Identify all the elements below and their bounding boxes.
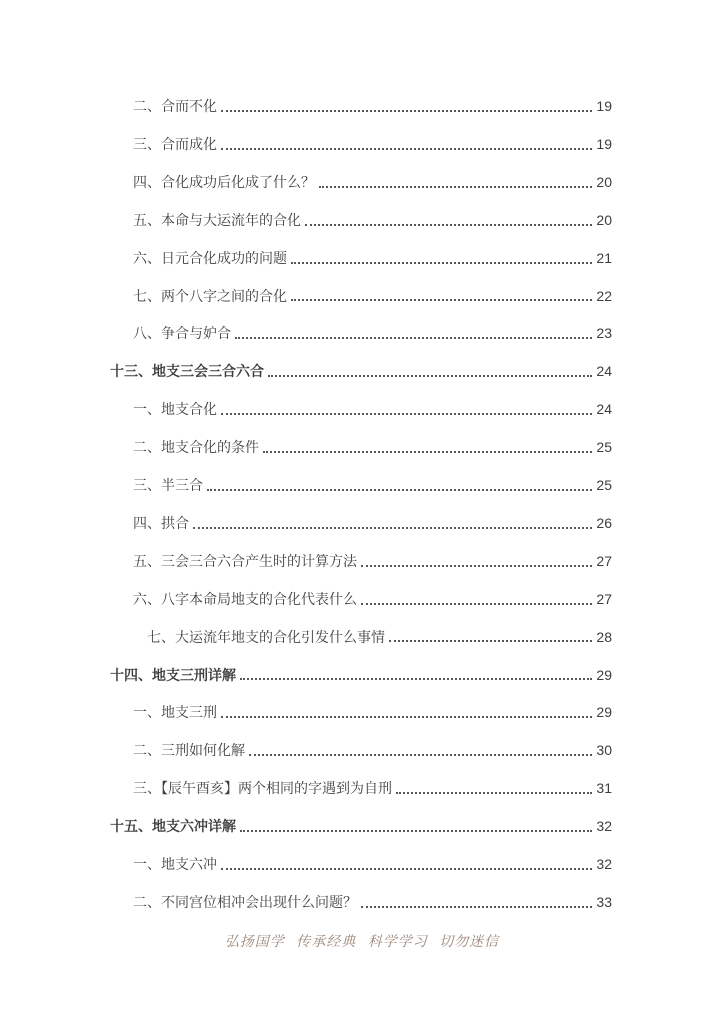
dot-leader bbox=[361, 565, 592, 567]
toc-entry-label: 六、日元合化成功的问题 bbox=[133, 249, 287, 266]
toc-row bbox=[0, 88, 724, 126]
dot-leader bbox=[291, 299, 592, 301]
toc-page-number: 28 bbox=[596, 628, 612, 645]
toc-page-number: 29 bbox=[596, 666, 612, 683]
dot-leader bbox=[249, 754, 592, 756]
toc-entry-label: 四、拱合 bbox=[133, 514, 189, 531]
dot-leader bbox=[361, 603, 592, 605]
toc-entry-label: 四、合化成功后化成了什么？ bbox=[133, 173, 315, 190]
toc-row bbox=[0, 505, 724, 543]
toc-row bbox=[0, 808, 724, 846]
toc-entry-label: 一、地支三刑 bbox=[133, 704, 217, 721]
toc-row bbox=[0, 770, 724, 808]
toc-row bbox=[0, 581, 724, 619]
toc-page-number: 31 bbox=[596, 780, 612, 797]
dot-leader bbox=[193, 527, 592, 529]
toc-row bbox=[0, 467, 724, 505]
dot-leader bbox=[221, 148, 592, 150]
toc-page-number: 22 bbox=[596, 287, 612, 304]
toc-row bbox=[0, 732, 724, 770]
toc-page-number: 19 bbox=[596, 98, 612, 115]
dot-leader bbox=[221, 716, 592, 718]
toc-row bbox=[0, 126, 724, 164]
dot-leader bbox=[361, 906, 592, 908]
dot-leader bbox=[268, 375, 592, 377]
dot-leader bbox=[396, 792, 592, 794]
toc-row bbox=[0, 429, 724, 467]
dot-leader bbox=[207, 489, 592, 491]
toc-entry-label: 三、合而成化 bbox=[133, 136, 217, 153]
toc-row bbox=[0, 884, 724, 922]
page-footer bbox=[0, 931, 724, 951]
toc-page-number: 19 bbox=[596, 136, 612, 153]
toc-page-number: 25 bbox=[596, 477, 612, 494]
toc-page-number: 32 bbox=[596, 855, 612, 872]
dot-leader bbox=[240, 830, 592, 832]
toc-entry-label: 十四、地支三刑详解 bbox=[110, 666, 236, 683]
toc-page-number: 25 bbox=[596, 439, 612, 456]
dot-leader bbox=[389, 640, 592, 642]
toc-page-number: 20 bbox=[596, 173, 612, 190]
toc-row bbox=[0, 846, 724, 884]
dot-leader bbox=[305, 224, 592, 226]
toc-row bbox=[0, 353, 724, 391]
toc-page-number: 21 bbox=[596, 249, 612, 266]
dot-leader bbox=[240, 678, 592, 680]
toc-page-number: 33 bbox=[596, 893, 612, 910]
dot-leader bbox=[235, 337, 592, 339]
toc-page-number: 27 bbox=[596, 590, 612, 607]
dot-leader bbox=[319, 186, 592, 188]
toc-row bbox=[0, 694, 724, 732]
toc-row bbox=[0, 240, 724, 278]
toc-page-number: 30 bbox=[596, 742, 612, 759]
toc-entry-label: 六、八字本命局地支的合化代表什么 bbox=[133, 590, 357, 607]
page-footer-text: 弘扬国学 传承经典 科学学习 切勿迷信 bbox=[224, 934, 500, 950]
toc-entry-label: 三、【辰午酉亥】两个相同的字遇到为自刑 bbox=[133, 780, 392, 797]
toc-page-number: 27 bbox=[596, 552, 612, 569]
dot-leader bbox=[221, 413, 592, 415]
dot-leader bbox=[263, 451, 592, 453]
toc-row bbox=[0, 656, 724, 694]
toc-row bbox=[0, 202, 724, 240]
toc-entry-label: 七、两个八字之间的合化 bbox=[133, 287, 287, 304]
toc-page-number: 23 bbox=[596, 325, 612, 342]
toc-page-number: 26 bbox=[596, 514, 612, 531]
toc-row bbox=[0, 277, 724, 315]
toc-entry-label: 二、三刑如何化解 bbox=[133, 742, 245, 759]
toc-row bbox=[0, 164, 724, 202]
toc-entry-label: 五、三会三合六合产生时的计算方法 bbox=[133, 552, 357, 569]
toc-page-number: 20 bbox=[596, 211, 612, 228]
toc-entry-label: 二、地支合化的条件 bbox=[133, 439, 259, 456]
toc-entry-label: 二、不同宫位相冲会出现什么问题？ bbox=[133, 893, 357, 910]
toc-entry-label: 一、地支合化 bbox=[133, 401, 217, 418]
toc-page-number: 32 bbox=[596, 818, 612, 835]
dot-leader bbox=[291, 262, 592, 264]
dot-leader bbox=[221, 110, 592, 112]
toc-entry-label: 七、大运流年地支的合化引发什么事情 bbox=[147, 628, 385, 645]
dot-leader bbox=[221, 868, 592, 870]
toc-entry-label: 八、争合与妒合 bbox=[133, 325, 231, 342]
toc-row bbox=[0, 618, 724, 656]
toc-entry-label: 一、地支六冲 bbox=[133, 855, 217, 872]
toc-list bbox=[0, 88, 724, 922]
toc-entry-label: 五、本命与大运流年的合化 bbox=[133, 211, 301, 228]
toc-entry-label: 三、半三合 bbox=[133, 477, 203, 494]
toc-page-number: 29 bbox=[596, 704, 612, 721]
toc-entry-label: 二、合而不化 bbox=[133, 98, 217, 115]
toc-page-number: 24 bbox=[596, 401, 612, 418]
toc-page-number: 24 bbox=[596, 363, 612, 380]
toc-entry-label: 十三、地支三会三合六合 bbox=[110, 363, 264, 380]
toc-row bbox=[0, 315, 724, 353]
toc-entry-label: 十五、地支六冲详解 bbox=[110, 818, 236, 835]
toc-row bbox=[0, 543, 724, 581]
toc-row bbox=[0, 391, 724, 429]
